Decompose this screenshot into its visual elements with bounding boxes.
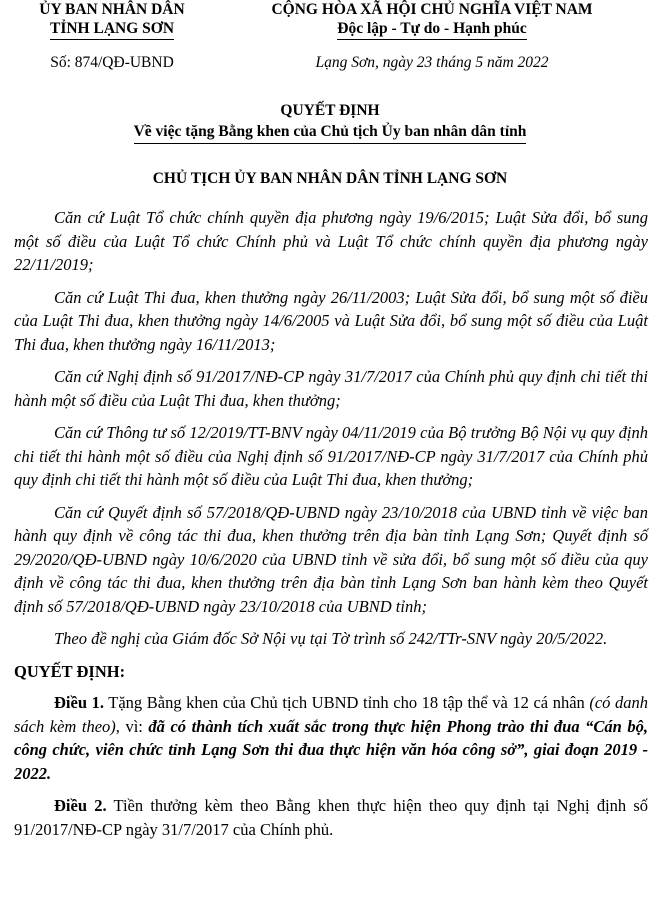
article-1-text-a: Tặng Bằng khen của Chủ tịch UBND tỉnh cho 18 tập thể và 12 cá nhân: [103, 693, 590, 712]
legal-basis-2: Căn cứ Luật Thi đua, khen thưởng ngày 26/11/2003; Luật Sửa đổi, bổ sung một số điều của Luật Thi đua, khen thưởng ngày 14/6/2005 và Luật Sửa đổi, bổ sung một số điều của Luật Thi đua, khen thưởng ngày 16/11/2013;: [14, 287, 648, 354]
document-title: [0, 100, 660, 144]
article-1-reason: đã có thành tích xuất sắc trong thực hiện Phong trào thi đua “Cán bộ, công chức, viên chức tỉnh Lạng Sơn thi đua thực hiện văn hóa công sở”, giai đoạn 2019 - 2022.: [14, 716, 648, 783]
article-1-paren: (có danh sách kèm theo): [14, 693, 648, 736]
nation-line1: CỘNG HÒA XÃ HỘI CHỦ NGHĨA VIỆT NAM: [271, 1, 593, 18]
article-2-label: Điều 2.: [54, 796, 107, 815]
article-2-text: Tiền thưởng kèm theo Bằng khen thực hiện theo quy định tại Nghị định số 91/2017/NĐ-CP ngày 31/7/2017 của Chính phủ.: [14, 796, 649, 839]
document-body: [14, 206, 648, 850]
legal-basis-4: Căn cứ Thông tư số 12/2019/TT-BNV ngày 04/11/2019 của Bộ trưởng Bộ Nội vụ quy định chi tiết thi hành một số điều của Nghị định số 91/2017/NĐ-CP ngày 31/7/2017 của Chính phủ quy định chi tiết thi hành một số điều của Luật Thi đua, khen thưởng;: [14, 423, 648, 489]
place-date: Lạng Sơn, ngày 23 tháng 5 năm 2022: [315, 54, 549, 71]
org-line1: ỦY BAN NHÂN DÂN: [39, 1, 185, 18]
legal-basis-5: Căn cứ Quyết định số 57/2018/QĐ-UBND ngày 23/10/2018 của UBND tỉnh về việc ban hành quy định về công tác thi đua, khen thưởng trên địa bàn tỉnh Lạng Sơn; Quyết định số 29/2020/QĐ-UBND ngày 10/6/2020 của UBND tỉnh về sửa đổi, bổ sung một số điều của quy định về công tác thi đua, khen thưởng trên địa bàn tỉnh Lạng Sơn ban hành kèm theo Quyết định số 57/2018/QĐ-UBND ngày 23/10/2018 của UBND tỉnh;: [14, 502, 648, 616]
document-number: Số: 874/QĐ-UBND: [50, 54, 174, 71]
legal-basis-6: Theo đề nghị của Giám đốc Sở Nội vụ tại Tờ trình số 242/TTr-SNV ngày 20/5/2022.: [54, 629, 608, 648]
article-2: [14, 794, 648, 841]
article-1-label: Điều 1.: [54, 693, 104, 712]
national-motto: [212, 0, 652, 40]
article-1: [14, 691, 648, 785]
title-main: QUYẾT ĐỊNH: [280, 102, 380, 119]
article-1-text-b: , vì:: [115, 716, 149, 736]
title-subject: Về việc tặng Bằng khen của Chủ tịch Ủy ban nhân dân tỉnh: [134, 121, 527, 144]
issuing-authority: [14, 0, 210, 40]
nation-line2: Độc lập - Tự do - Hạnh phúc: [337, 19, 526, 40]
decision-heading: QUYẾT ĐỊNH:: [14, 661, 126, 681]
legal-basis-1: Căn cứ Luật Tổ chức chính quyền địa phương ngày 19/6/2015; Luật Sửa đổi, bổ sung một số điều của Luật Tổ chức Chính phủ và Luật Tổ chức chính quyền địa phương ngày 22/11/2019;: [14, 208, 648, 274]
legal-basis-3: Căn cứ Nghị định số 91/2017/NĐ-CP ngày 31/7/2017 của Chính phủ quy định chi tiết thi hành một số điều của Luật Thi đua, khen thưởng;: [14, 367, 648, 410]
org-line2: TỈNH LẠNG SƠN: [50, 19, 174, 40]
authority-heading: CHỦ TỊCH ỦY BAN NHÂN DÂN TỈNH LẠNG SƠN: [152, 170, 508, 187]
